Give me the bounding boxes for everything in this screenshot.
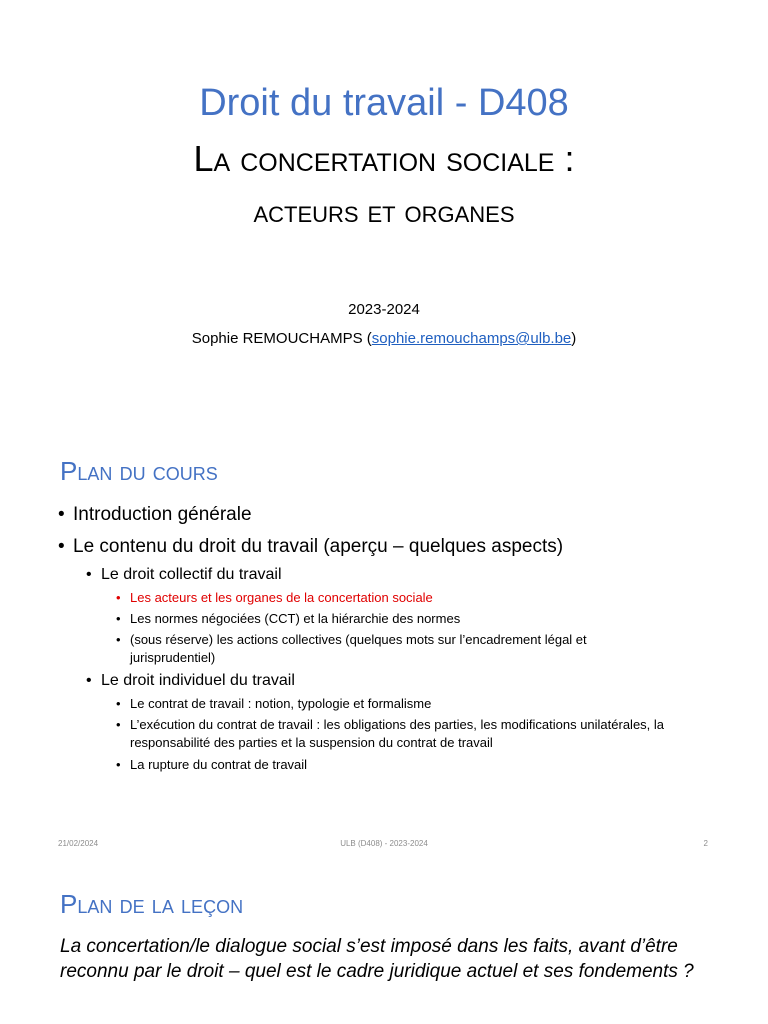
academic-year: 2023-2024 (348, 301, 420, 318)
list-item-text: Introduction générale (73, 504, 252, 525)
list-item-text: Les acteurs et les organes de la concertation sociale (130, 590, 433, 605)
list-item (58, 503, 252, 527)
lesson-plan-paragraph: La concertation/le dialogue social s’est imposé dans les faits, avant d’être reconnu par le droit – quel est le cadre juridique actuel et ses fondements ? (60, 936, 694, 982)
lesson-plan-slide (0, 860, 768, 1024)
bullet-icon: • (116, 590, 121, 605)
bullet-icon: • (116, 696, 121, 711)
slide-page-number: 2 (703, 839, 708, 848)
author-name: Sophie REMOUCHAMPS ( (191, 330, 372, 347)
bullet-icon: • (116, 632, 121, 647)
course-plan-title: Plan du cours (60, 456, 218, 486)
list-item (86, 671, 295, 691)
list-item-text: (sous réserve) les actions collectives (quelques mots sur l’encadrement légal et jurisprudentiel) (130, 632, 587, 665)
author-close-paren: ) (571, 330, 577, 347)
list-item (58, 535, 563, 559)
list-item-text: Le droit collectif du travail (101, 566, 282, 583)
course-title: Droit du travail - D408 (199, 82, 569, 124)
list-item-text: Le droit individuel du travail (101, 672, 295, 689)
bullet-icon: • (86, 672, 92, 689)
bullet-icon: • (58, 536, 65, 557)
title-slide (0, 0, 768, 425)
course-plan-slide (0, 425, 768, 860)
list-item (86, 565, 282, 585)
lesson-plan-title: Plan de la leçon (60, 889, 244, 919)
list-item-text: L’exécution du contrat de travail : les obligations des parties, les modifications unilatérales, la responsabilité des parties et la suspension du contrat de travail (130, 717, 665, 750)
slide-footer-date: 21/02/2024 (58, 839, 99, 848)
list-item-text: Le contrat de travail : notion, typologie et formalisme (130, 696, 432, 711)
bullet-icon: • (86, 566, 92, 583)
list-item (116, 756, 670, 774)
list-item (116, 695, 670, 713)
list-item (116, 716, 670, 752)
bullet-icon: • (116, 611, 121, 626)
list-item (116, 610, 670, 628)
bullet-icon: • (116, 717, 121, 732)
list-item-text: Le contenu du droit du travail (aperçu – quelques aspects) (73, 536, 564, 557)
lecture-title-line2: acteurs et organes (253, 193, 515, 229)
list-item-highlighted (116, 589, 670, 607)
lecture-title-line1: La concertation sociale : (193, 138, 575, 179)
list-item (116, 631, 670, 667)
bullet-icon: • (58, 504, 65, 525)
slide-footer-course: ULB (D408) - 2023-2024 (340, 839, 428, 848)
list-item-text: Les normes négociées (CCT) et la hiérarchie des normes (130, 611, 461, 626)
author-email-link[interactable]: sophie.remouchamps@ulb.be (371, 330, 572, 347)
bullet-icon: • (116, 757, 121, 772)
author-line (0, 329, 768, 349)
list-item-text: La rupture du contrat de travail (130, 757, 308, 772)
